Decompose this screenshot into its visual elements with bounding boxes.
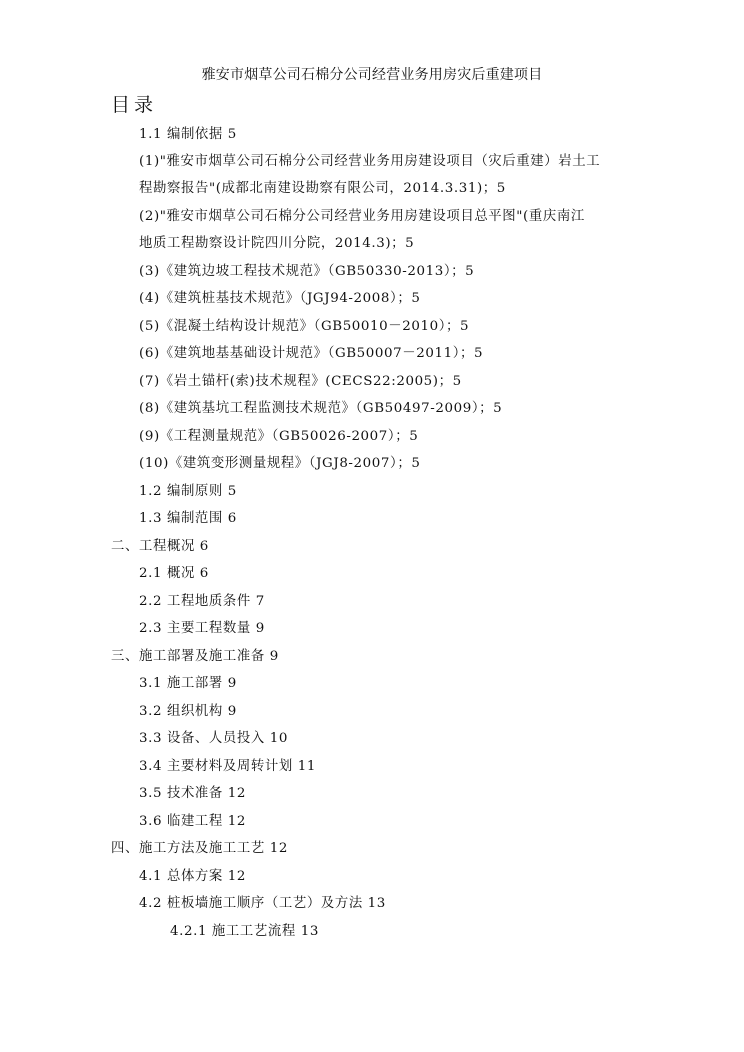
toc-entry[interactable]: (2)"雅安市烟草公司石棉分公司经营业务用房建设项目总平图"(重庆南江 (139, 209, 585, 224)
toc-entry[interactable]: 三、施工部署及施工准备 9 (111, 649, 279, 664)
toc-entry[interactable]: 4.2.1 施工工艺流程 13 (170, 924, 319, 939)
toc-entry[interactable]: (4)《建筑桩基技术规范》（JGJ94-2008）；5 (139, 291, 421, 306)
toc-entry[interactable]: 3.3 设备、人员投入 10 (139, 731, 288, 746)
toc-entry[interactable]: 3.4 主要材料及周转计划 11 (139, 759, 316, 774)
toc-entry[interactable]: (3)《建筑边坡工程技术规范》（GB50330-2013）；5 (139, 264, 475, 279)
toc-heading: 目录 (111, 94, 158, 116)
toc-entry[interactable]: (1)"雅安市烟草公司石棉分公司经营业务用房建设项目（灾后重建）岩土工 (139, 154, 601, 169)
document-title: 雅安市烟草公司石棉分公司经营业务用房灾后重建项目 (201, 67, 543, 83)
toc-entry[interactable]: 1.2 编制原则 5 (139, 484, 237, 499)
toc-entry[interactable]: (10)《建筑变形测量规程》（JGJ8-2007）；5 (139, 456, 421, 471)
toc-entry[interactable]: (8)《建筑基坑工程监测技术规范》（GB50497-2009）；5 (139, 401, 503, 416)
toc-entry[interactable]: 3.5 技术准备 12 (139, 786, 247, 801)
toc-entry[interactable]: 3.2 组织机构 9 (139, 704, 237, 719)
toc-entry[interactable]: (7)《岩土锚杆(索)技术规程》(CECS22:2005)；5 (139, 374, 462, 389)
toc-entry[interactable]: (9)《工程测量规范》（GB50026-2007）；5 (139, 429, 419, 444)
toc-entry[interactable]: 地质工程勘察设计院四川分院，2014.3)；5 (139, 236, 415, 251)
toc-entry[interactable]: 程勘察报告"(成都北南建设勘察有限公司，2014.3.31)；5 (139, 181, 506, 196)
toc-entry[interactable]: 二、工程概况 6 (111, 539, 209, 554)
toc-entry[interactable]: 1.3 编制范围 6 (139, 511, 237, 526)
toc-entry[interactable]: 3.1 施工部署 9 (139, 676, 237, 691)
toc-entry[interactable]: 四、施工方法及施工工艺 12 (111, 841, 288, 856)
toc-entry[interactable]: 3.6 临建工程 12 (139, 814, 247, 829)
toc-entry[interactable]: 4.1 总体方案 12 (139, 869, 247, 884)
toc-entry[interactable]: (6)《建筑地基基础设计规范》（GB50007－2011）；5 (139, 346, 484, 361)
toc-entry[interactable]: 1.1 编制依据 5 (139, 127, 237, 142)
toc-entry[interactable]: 2.1 概况 6 (139, 566, 209, 581)
toc-entry[interactable]: 4.2 桩板墙施工顺序（工艺）及方法 13 (139, 896, 386, 911)
toc-entry[interactable]: 2.3 主要工程数量 9 (139, 621, 265, 636)
toc-entry[interactable]: (5)《混凝土结构设计规范》（GB50010－2010）；5 (139, 319, 470, 334)
toc-entry[interactable]: 2.2 工程地质条件 7 (139, 594, 265, 609)
